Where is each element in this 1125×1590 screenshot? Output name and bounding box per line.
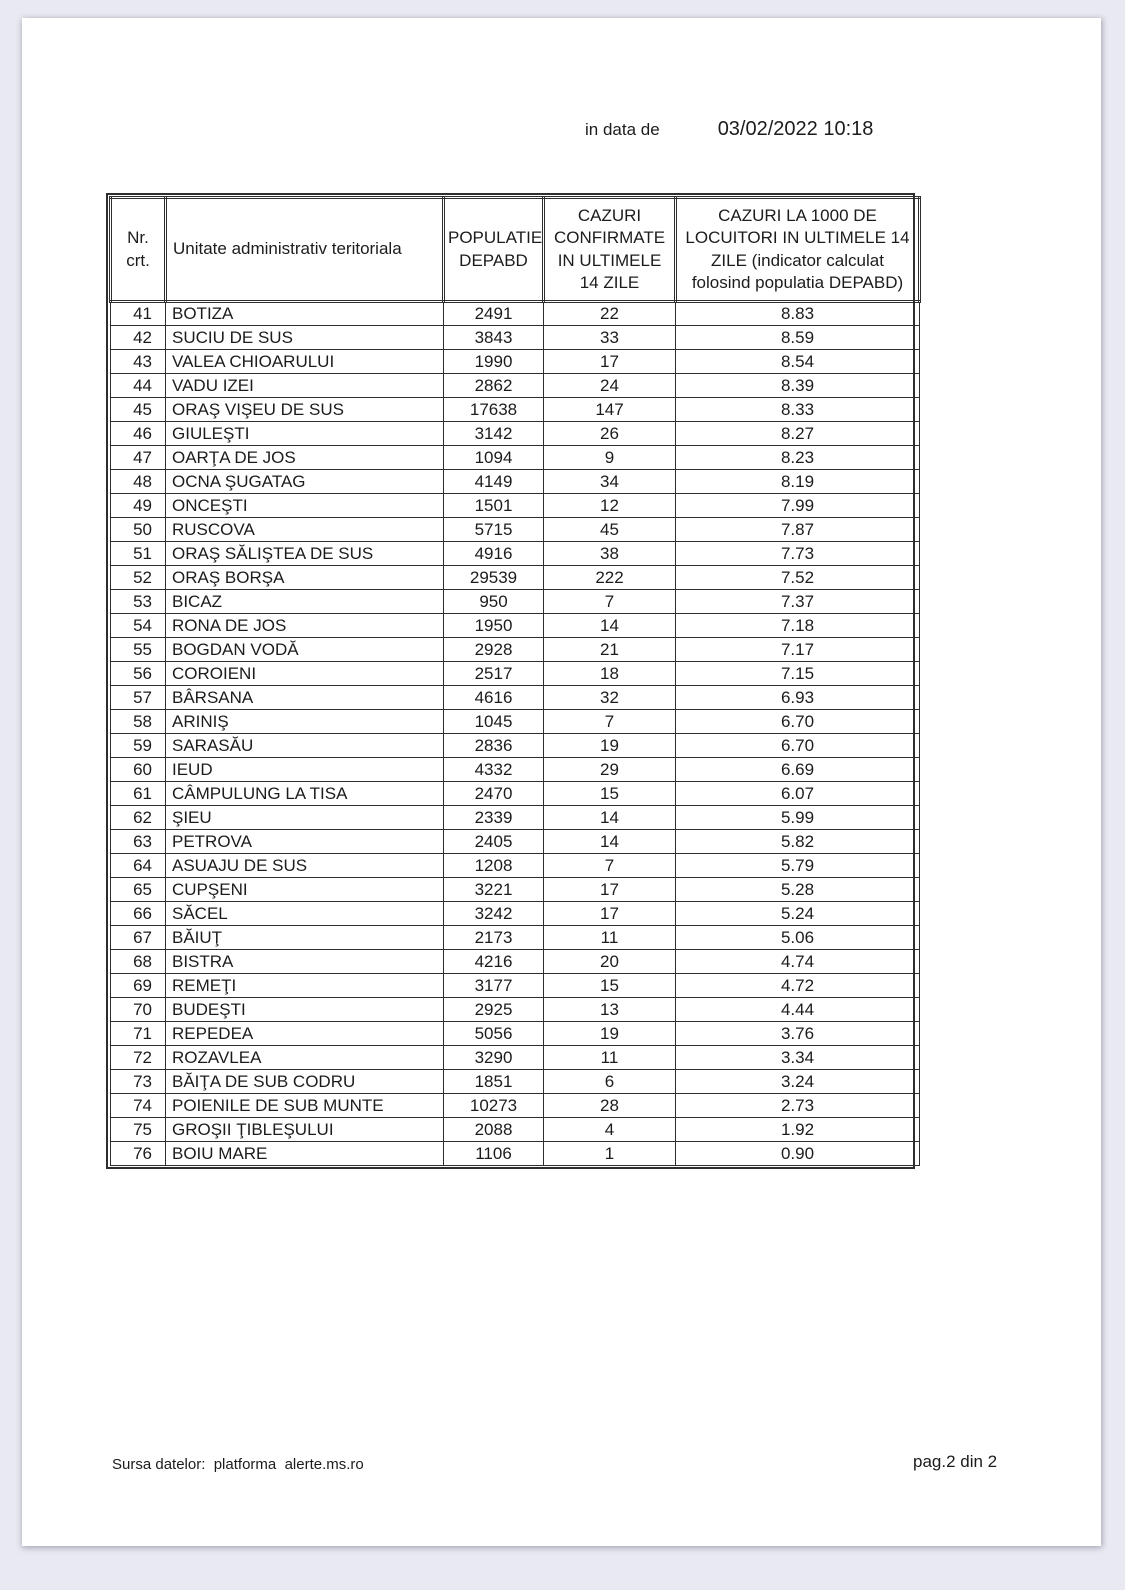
row-number: 63 <box>111 830 166 854</box>
unit-name: POIENILE DE SUB MUNTE <box>166 1094 444 1118</box>
cases-per-1000: 8.59 <box>676 326 920 350</box>
cases-per-1000: 6.93 <box>676 686 920 710</box>
unit-name: SĂCEL <box>166 902 444 926</box>
confirmed-cases-14d: 22 <box>544 302 676 326</box>
confirmed-cases-14d: 4 <box>544 1118 676 1142</box>
population-depabd: 2470 <box>444 782 544 806</box>
unit-name: CUPŞENI <box>166 878 444 902</box>
row-number: 58 <box>111 710 166 734</box>
cases-per-1000: 7.18 <box>676 614 920 638</box>
column-header-confirmed-cases-14d: CAZURI CONFIRMATE IN ULTIMELE 14 ZILE <box>544 198 676 302</box>
row-number: 56 <box>111 662 166 686</box>
table-row <box>111 350 920 374</box>
table-row <box>111 758 920 782</box>
population-depabd: 4216 <box>444 950 544 974</box>
confirmed-cases-14d: 32 <box>544 686 676 710</box>
row-number: 55 <box>111 638 166 662</box>
cases-per-1000: 8.54 <box>676 350 920 374</box>
population-depabd: 3221 <box>444 878 544 902</box>
row-number: 75 <box>111 1118 166 1142</box>
cases-per-1000: 3.76 <box>676 1022 920 1046</box>
table-row <box>111 1022 920 1046</box>
confirmed-cases-14d: 15 <box>544 974 676 998</box>
table-row <box>111 710 920 734</box>
unit-name: RONA DE JOS <box>166 614 444 638</box>
population-depabd: 1045 <box>444 710 544 734</box>
unit-name: REMEŢI <box>166 974 444 998</box>
confirmed-cases-14d: 24 <box>544 374 676 398</box>
population-depabd: 10273 <box>444 1094 544 1118</box>
row-number: 73 <box>111 1070 166 1094</box>
table-row <box>111 542 920 566</box>
table-row <box>111 470 920 494</box>
report-date-line <box>585 118 873 141</box>
document-page <box>22 18 1101 1546</box>
confirmed-cases-14d: 7 <box>544 710 676 734</box>
unit-name: BICAZ <box>166 590 444 614</box>
population-depabd: 1208 <box>444 854 544 878</box>
confirmed-cases-14d: 12 <box>544 494 676 518</box>
unit-name: PETROVA <box>166 830 444 854</box>
row-number: 64 <box>111 854 166 878</box>
cases-per-1000: 2.73 <box>676 1094 920 1118</box>
confirmed-cases-14d: 19 <box>544 1022 676 1046</box>
date-label: in data de <box>585 120 660 139</box>
row-number: 67 <box>111 926 166 950</box>
cases-per-1000: 4.72 <box>676 974 920 998</box>
cases-per-1000: 5.24 <box>676 902 920 926</box>
unit-name: BĂIUŢ <box>166 926 444 950</box>
population-depabd: 4332 <box>444 758 544 782</box>
unit-name: SARASĂU <box>166 734 444 758</box>
population-depabd: 1990 <box>444 350 544 374</box>
cases-per-1000: 6.07 <box>676 782 920 806</box>
table-row <box>111 302 920 326</box>
cases-per-1000: 0.90 <box>676 1142 920 1166</box>
cases-per-1000: 7.87 <box>676 518 920 542</box>
table-row <box>111 614 920 638</box>
date-value: 03/02/2022 10:18 <box>717 118 874 140</box>
unit-name: OCNA ŞUGATAG <box>166 470 444 494</box>
population-depabd: 4149 <box>444 470 544 494</box>
unit-name: RUSCOVA <box>166 518 444 542</box>
row-number: 62 <box>111 806 166 830</box>
confirmed-cases-14d: 17 <box>544 902 676 926</box>
unit-name: ORAŞ BORŞA <box>166 566 444 590</box>
population-depabd: 2339 <box>444 806 544 830</box>
population-depabd: 4616 <box>444 686 544 710</box>
confirmed-cases-14d: 33 <box>544 326 676 350</box>
table-row <box>111 1046 920 1070</box>
unit-name: IEUD <box>166 758 444 782</box>
data-source-note: Sursa datelor: platforma alerte.ms.ro <box>112 1456 364 1473</box>
cases-per-1000: 7.52 <box>676 566 920 590</box>
population-depabd: 3142 <box>444 422 544 446</box>
confirmed-cases-14d: 222 <box>544 566 676 590</box>
table-row <box>111 998 920 1022</box>
confirmed-cases-14d: 9 <box>544 446 676 470</box>
population-depabd: 2862 <box>444 374 544 398</box>
cases-per-1000: 7.17 <box>676 638 920 662</box>
table-row <box>111 926 920 950</box>
cases-per-1000: 5.28 <box>676 878 920 902</box>
population-depabd: 4916 <box>444 542 544 566</box>
table-row <box>111 806 920 830</box>
confirmed-cases-14d: 17 <box>544 350 676 374</box>
table-row <box>111 1142 920 1166</box>
table-body <box>111 302 920 1166</box>
unit-name: BOTIZA <box>166 302 444 326</box>
unit-name: ORAŞ SĂLIŞTEA DE SUS <box>166 542 444 566</box>
cases-per-1000: 8.27 <box>676 422 920 446</box>
unit-name: ARINIŞ <box>166 710 444 734</box>
cases-table <box>106 193 915 1169</box>
cases-per-1000: 3.24 <box>676 1070 920 1094</box>
table-row <box>111 902 920 926</box>
unit-name: BĂIŢA DE SUB CODRU <box>166 1070 444 1094</box>
confirmed-cases-14d: 7 <box>544 590 676 614</box>
cases-per-1000: 1.92 <box>676 1118 920 1142</box>
population-depabd: 17638 <box>444 398 544 422</box>
confirmed-cases-14d: 17 <box>544 878 676 902</box>
row-number: 50 <box>111 518 166 542</box>
table-row <box>111 566 920 590</box>
row-number: 42 <box>111 326 166 350</box>
table-row <box>111 950 920 974</box>
cases-per-1000: 4.44 <box>676 998 920 1022</box>
confirmed-cases-14d: 20 <box>544 950 676 974</box>
population-depabd: 2836 <box>444 734 544 758</box>
population-depabd: 3177 <box>444 974 544 998</box>
unit-name: BISTRA <box>166 950 444 974</box>
confirmed-cases-14d: 34 <box>544 470 676 494</box>
unit-name: BUDEŞTI <box>166 998 444 1022</box>
cases-per-1000: 8.39 <box>676 374 920 398</box>
page-number: pag.2 din 2 <box>913 1452 998 1471</box>
confirmed-cases-14d: 29 <box>544 758 676 782</box>
confirmed-cases-14d: 21 <box>544 638 676 662</box>
cases-per-1000: 8.83 <box>676 302 920 326</box>
table-row <box>111 326 920 350</box>
confirmed-cases-14d: 11 <box>544 1046 676 1070</box>
confirmed-cases-14d: 14 <box>544 830 676 854</box>
table-row <box>111 830 920 854</box>
confirmed-cases-14d: 11 <box>544 926 676 950</box>
cases-per-1000: 5.79 <box>676 854 920 878</box>
cases-per-1000: 8.23 <box>676 446 920 470</box>
cases-per-1000: 7.99 <box>676 494 920 518</box>
confirmed-cases-14d: 1 <box>544 1142 676 1166</box>
row-number: 60 <box>111 758 166 782</box>
row-number: 43 <box>111 350 166 374</box>
table-row <box>111 494 920 518</box>
unit-name: ORAŞ VIŞEU DE SUS <box>166 398 444 422</box>
row-number: 45 <box>111 398 166 422</box>
unit-name: OARŢA DE JOS <box>166 446 444 470</box>
row-number: 66 <box>111 902 166 926</box>
row-number: 69 <box>111 974 166 998</box>
cases-per-1000: 6.70 <box>676 734 920 758</box>
unit-name: SUCIU DE SUS <box>166 326 444 350</box>
population-depabd: 2405 <box>444 830 544 854</box>
row-number: 59 <box>111 734 166 758</box>
confirmed-cases-14d: 147 <box>544 398 676 422</box>
confirmed-cases-14d: 38 <box>544 542 676 566</box>
row-number: 46 <box>111 422 166 446</box>
unit-name: ŞIEU <box>166 806 444 830</box>
table-row <box>111 374 920 398</box>
unit-name: REPEDEA <box>166 1022 444 1046</box>
confirmed-cases-14d: 15 <box>544 782 676 806</box>
cases-per-1000: 6.70 <box>676 710 920 734</box>
confirmed-cases-14d: 13 <box>544 998 676 1022</box>
cases-per-1000: 5.99 <box>676 806 920 830</box>
table-row <box>111 422 920 446</box>
row-number: 53 <box>111 590 166 614</box>
unit-name: COROIENI <box>166 662 444 686</box>
population-depabd: 2491 <box>444 302 544 326</box>
table-row <box>111 398 920 422</box>
table-row <box>111 1070 920 1094</box>
population-depabd: 2173 <box>444 926 544 950</box>
cases-per-1000: 7.37 <box>676 590 920 614</box>
table-row <box>111 686 920 710</box>
column-header-row-number: Nr. crt. <box>111 198 166 302</box>
row-number: 72 <box>111 1046 166 1070</box>
row-number: 68 <box>111 950 166 974</box>
table-row <box>111 1118 920 1142</box>
row-number: 54 <box>111 614 166 638</box>
unit-name: GIULEŞTI <box>166 422 444 446</box>
confirmed-cases-14d: 18 <box>544 662 676 686</box>
row-number: 51 <box>111 542 166 566</box>
unit-name: ASUAJU DE SUS <box>166 854 444 878</box>
row-number: 71 <box>111 1022 166 1046</box>
row-number: 76 <box>111 1142 166 1166</box>
table-row <box>111 878 920 902</box>
confirmed-cases-14d: 19 <box>544 734 676 758</box>
population-depabd: 5056 <box>444 1022 544 1046</box>
confirmed-cases-14d: 7 <box>544 854 676 878</box>
cases-per-1000: 5.06 <box>676 926 920 950</box>
column-header-cases-per-1000: CAZURI LA 1000 DE LOCUITORI IN ULTIMELE 14 ZILE (indicator calculat folosind populatia DEPABD) <box>676 198 920 302</box>
population-depabd: 3843 <box>444 326 544 350</box>
population-depabd: 3290 <box>444 1046 544 1070</box>
row-number: 44 <box>111 374 166 398</box>
cases-per-1000: 7.73 <box>676 542 920 566</box>
confirmed-cases-14d: 26 <box>544 422 676 446</box>
row-number: 65 <box>111 878 166 902</box>
table-row <box>111 590 920 614</box>
cases-per-1000: 5.82 <box>676 830 920 854</box>
table-row <box>111 734 920 758</box>
table-row <box>111 1094 920 1118</box>
row-number: 61 <box>111 782 166 806</box>
table-row <box>111 782 920 806</box>
confirmed-cases-14d: 6 <box>544 1070 676 1094</box>
row-number: 47 <box>111 446 166 470</box>
population-depabd: 950 <box>444 590 544 614</box>
row-number: 57 <box>111 686 166 710</box>
confirmed-cases-14d: 14 <box>544 614 676 638</box>
table-row <box>111 974 920 998</box>
table-row <box>111 518 920 542</box>
unit-name: BOGDAN VODĂ <box>166 638 444 662</box>
row-number: 41 <box>111 302 166 326</box>
cases-per-1000: 3.34 <box>676 1046 920 1070</box>
population-depabd: 1851 <box>444 1070 544 1094</box>
row-number: 49 <box>111 494 166 518</box>
population-depabd: 2928 <box>444 638 544 662</box>
cases-per-1000: 6.69 <box>676 758 920 782</box>
unit-name: VADU IZEI <box>166 374 444 398</box>
row-number: 70 <box>111 998 166 1022</box>
column-header-unit-name: Unitate administrativ teritoriala <box>166 198 444 302</box>
population-depabd: 3242 <box>444 902 544 926</box>
population-depabd: 29539 <box>444 566 544 590</box>
table-row <box>111 638 920 662</box>
cases-per-1000: 4.74 <box>676 950 920 974</box>
population-depabd: 2925 <box>444 998 544 1022</box>
population-depabd: 2517 <box>444 662 544 686</box>
population-depabd: 2088 <box>444 1118 544 1142</box>
unit-name: VALEA CHIOARULUI <box>166 350 444 374</box>
cases-per-1000: 7.15 <box>676 662 920 686</box>
unit-name: BOIU MARE <box>166 1142 444 1166</box>
row-number: 74 <box>111 1094 166 1118</box>
row-number: 52 <box>111 566 166 590</box>
column-header-population-depabd: POPULATIE DEPABD <box>444 198 544 302</box>
table-row <box>111 854 920 878</box>
population-depabd: 5715 <box>444 518 544 542</box>
cases-table-grid <box>109 196 921 1166</box>
row-number: 48 <box>111 470 166 494</box>
table-row <box>111 662 920 686</box>
unit-name: BÂRSANA <box>166 686 444 710</box>
table-row <box>111 446 920 470</box>
unit-name: GROŞII ŢIBLEŞULUI <box>166 1118 444 1142</box>
cases-per-1000: 8.33 <box>676 398 920 422</box>
confirmed-cases-14d: 14 <box>544 806 676 830</box>
population-depabd: 1501 <box>444 494 544 518</box>
cases-per-1000: 8.19 <box>676 470 920 494</box>
unit-name: ONCEŞTI <box>166 494 444 518</box>
population-depabd: 1094 <box>444 446 544 470</box>
confirmed-cases-14d: 28 <box>544 1094 676 1118</box>
confirmed-cases-14d: 45 <box>544 518 676 542</box>
unit-name: CÂMPULUNG LA TISA <box>166 782 444 806</box>
unit-name: ROZAVLEA <box>166 1046 444 1070</box>
population-depabd: 1106 <box>444 1142 544 1166</box>
table-header-row <box>111 198 920 302</box>
population-depabd: 1950 <box>444 614 544 638</box>
